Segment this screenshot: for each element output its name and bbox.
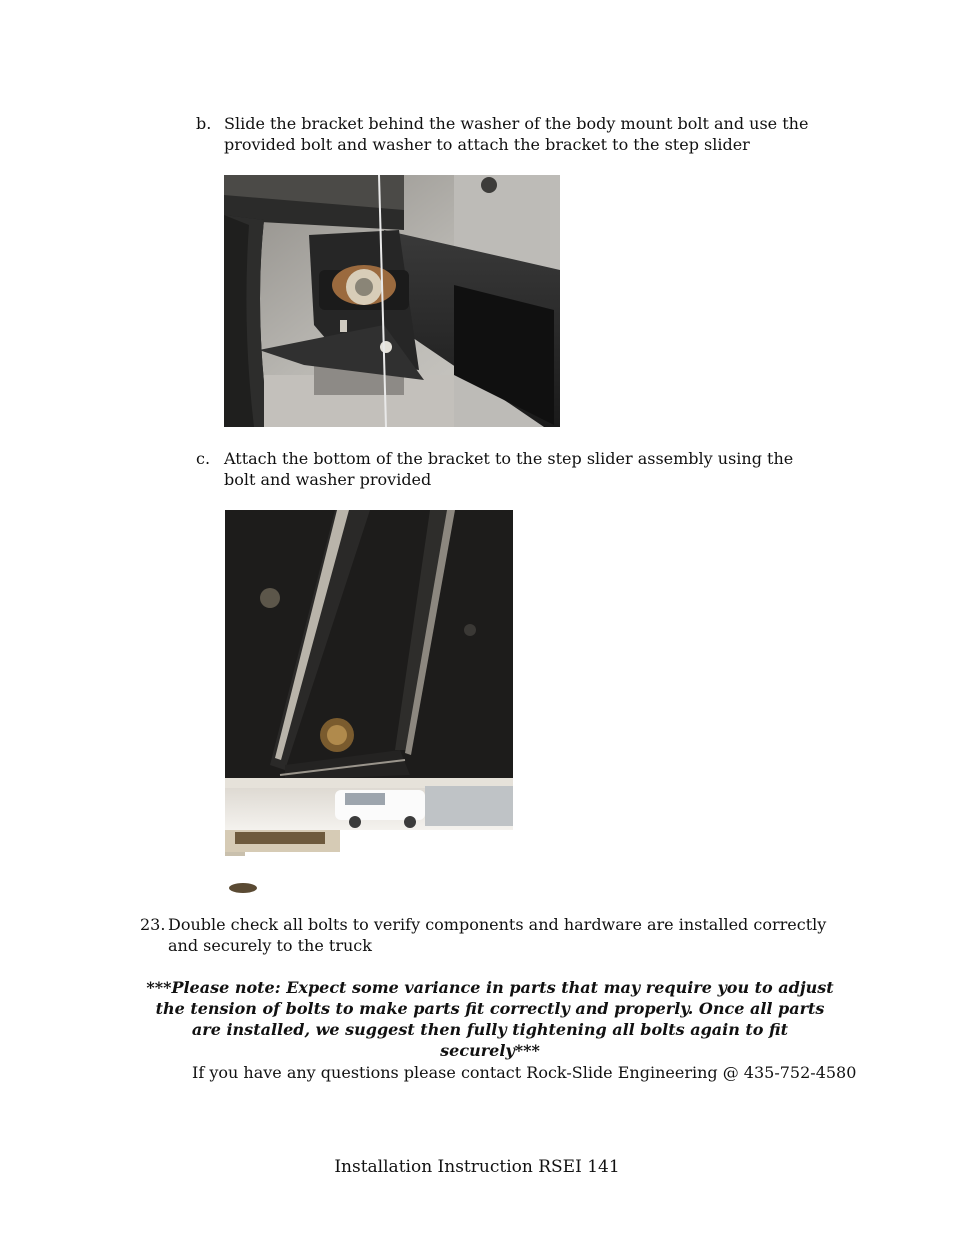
variance-note: ***Please note: Expect some variance in parts that may require you to adjust the tension of bolts to make parts fit correctly and properly. Once all parts are installed, we suggest then fully tightening all bolts again to fit securely*** <box>146 978 834 1060</box>
bracket-body-mount-photo <box>224 175 560 427</box>
page-footer: Installation Instruction RSEI 141 <box>334 1157 620 1177</box>
step-b-marker: b. <box>196 114 212 133</box>
step-c-marker: c. <box>196 449 211 468</box>
step-c-text: Attach the bottom of the bracket to the step slider assembly using the bolt and washer provided <box>224 449 794 489</box>
step-23-text: Double check all bolts to verify components and hardware are installed correctly and securely to the truck <box>168 915 827 955</box>
contact-line: If you have any questions please contact Rock-Slide Engineering @ 435-752-4580 <box>192 1063 857 1082</box>
step-23-marker: 23. <box>140 915 166 934</box>
bracket-step-slider-photo <box>225 510 513 893</box>
step-b-text: Slide the bracket behind the washer of the body mount bolt and use the provided bolt and washer to attach the bracket to the step slider <box>224 114 809 154</box>
